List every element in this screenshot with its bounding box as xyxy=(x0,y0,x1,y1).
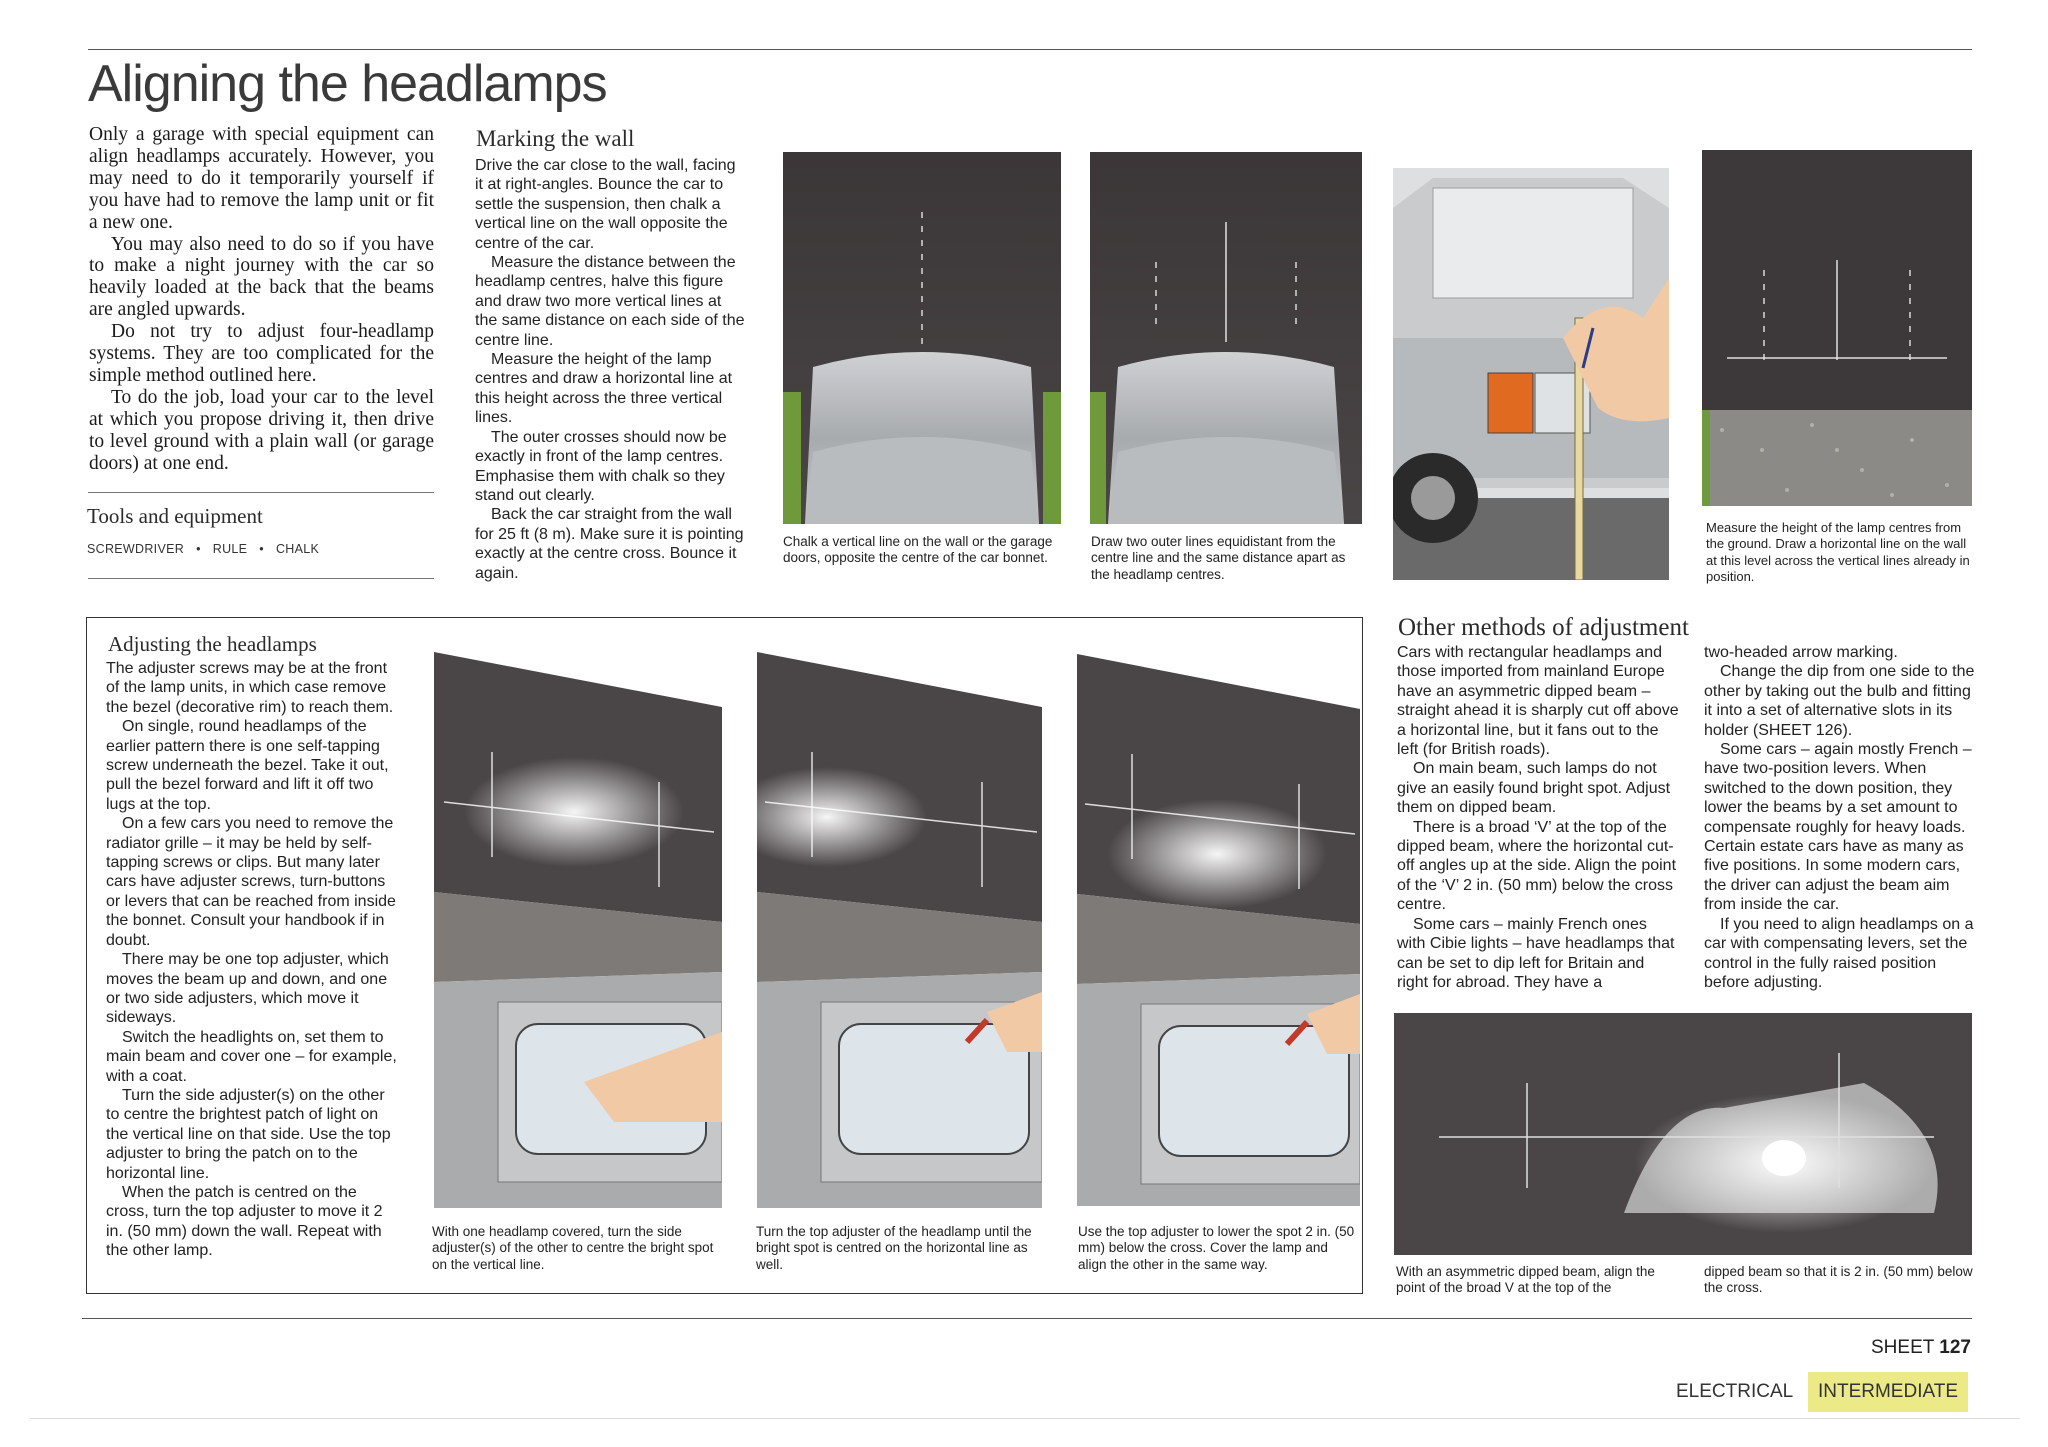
category-label: ELECTRICAL xyxy=(1676,1381,1794,1402)
caption-horizontal-line: Measure the height of the lamp centres from the ground. Draw a horizontal line on the wall at this level across the vertical lines already in position. xyxy=(1706,520,1970,585)
illustration-asymmetric-beam xyxy=(1394,1013,1972,1255)
sheet-number-value: 127 xyxy=(1939,1337,1971,1358)
marking-paragraph: Measure the height of the lamp centres and draw a horizontal line at this height across the three vertical lines. xyxy=(475,351,733,427)
marking-paragraph: Drive the car close to the wall, facing it at right-angles. Bounce the car to settle the suspension, then chalk a vertical line on the wall opposite the centre of the car. xyxy=(475,157,736,252)
caption-side-adjuster: With one headlamp covered, turn the side adjuster(s) of the other to centre the bright spot on the vertical line. xyxy=(432,1224,714,1272)
intro-paragraph: Do not try to adjust four-headlamp systems. They are too complicated for the simple method outlined here. xyxy=(89,321,434,386)
intro-text xyxy=(89,124,434,475)
other-paragraph: Change the dip from one side to the other by taking out the bulb and fitting it into a set of alternative slots in its holder (SHEET 126). xyxy=(1704,663,1975,739)
caption-outer-lines: Draw two outer lines equidistant from the centre line and the same distance apart as the headlamp centres. xyxy=(1091,534,1346,582)
illustration-centre-line xyxy=(783,152,1061,524)
other-paragraph: If you need to align headlamps on a car with compensating levers, set the control in the fully raised position before adjusting. xyxy=(1704,915,1974,991)
tool-item: SCREWDRIVER xyxy=(87,542,185,556)
separator: • xyxy=(259,542,264,556)
adjusting-paragraph: On a few cars you need to remove the radiator grille – it may be held by self-tapping screws or clips. But many later cars have adjuster screws, turn-buttons or levers that can be reached from inside the bonnet. Consult your handbook if in doubt. xyxy=(106,815,396,949)
other-paragraph: Cars with rectangular headlamps and those imported from mainland Europe have an asymmetric dipped beam – straight ahead it is sharply cut off above a horizontal line, but it fans out to the left (for British roads). xyxy=(1397,644,1679,759)
top-rule xyxy=(88,49,1972,50)
adjusting-paragraph: Turn the side adjuster(s) on the other to centre the brightest patch of light on the vertical line on that side. Use the top adjuster to bring the patch on to the horizontal line. xyxy=(106,1086,391,1182)
illustration-horizontal-line xyxy=(1702,150,1972,506)
other-text-col2 xyxy=(1704,643,1976,992)
other-paragraph: On main beam, such lamps do not give an easily found bright spot. Adjust them on dipped beam. xyxy=(1397,760,1671,817)
adjusting-heading: Adjusting the headlamps xyxy=(108,632,317,656)
illustration-top-adjuster xyxy=(757,652,1042,1208)
caption-lower-spot: Use the top adjuster to lower the spot 2 in. (50 mm) below the cross. Cover the lamp and align the other in the same way. xyxy=(1078,1224,1355,1272)
adjusting-paragraph: There may be one top adjuster, which moves the beam up and down, and one or two side adjusters, which move it sideways. xyxy=(106,951,389,1027)
illustration-outer-lines xyxy=(1090,152,1362,524)
page-edge-rule xyxy=(30,1418,2020,1419)
caption-asymmetric-left: With an asymmetric dipped beam, align the point of the broad V at the top of the xyxy=(1396,1264,1655,1296)
other-paragraph: Some cars – again mostly French – have two-position levers. When switched to the down position, they lower the beams by a set amount to compensate roughly for heavy loads. Certain estate cars have as many as five positions. In some modern cars, the driver can adjust the beam aim from inside the car. xyxy=(1704,741,1972,914)
marking-paragraph: The outer crosses should now be exactly in front of the lamp centres. Emphasise them with chalk so they stand out clearly. xyxy=(475,428,727,504)
marking-heading: Marking the wall xyxy=(476,126,635,151)
bottom-rule xyxy=(82,1318,1972,1319)
adjusting-paragraph: Switch the headlights on, set them to main beam and cover one – for example, with a coat. xyxy=(106,1028,397,1085)
other-text-col1 xyxy=(1397,643,1679,992)
other-heading: Other methods of adjustment xyxy=(1398,614,1689,641)
adjusting-text xyxy=(106,659,398,1261)
tools-list xyxy=(87,542,319,556)
intro-paragraph: You may also need to do so if you have to make a night journey with the car so heavily loaded at the back that the beams are angled upwards. xyxy=(89,233,434,321)
marking-paragraph: Back the car straight from the wall for 25 ft (8 m). Make sure it is pointing exactly at the centre cross. Bounce it again. xyxy=(475,506,744,582)
caption-top-adjuster: Turn the top adjuster of the headlamp until the bright spot is centred on the horizontal line as well. xyxy=(756,1224,1032,1272)
tools-top-rule xyxy=(88,492,434,493)
intro-paragraph: Only a garage with special equipment can align headlamps accurately. However, you may need to do it temporarily yourself if you have had to remove the lamp unit or fit a new one. xyxy=(89,124,434,233)
other-paragraph: Some cars – mainly French ones with Cibie lights – have headlamps that can be set to dip left for Britain and right for abroad. They have a xyxy=(1397,915,1675,991)
tools-bottom-rule xyxy=(88,578,434,579)
adjusting-paragraph: The adjuster screws may be at the front of the lamp units, in which case remove the bezel (decorative rim) to reach them. xyxy=(106,660,394,716)
page-title: Aligning the headlamps xyxy=(88,55,607,113)
caption-asymmetric-right: dipped beam so that it is 2 in. (50 mm) below the cross. xyxy=(1704,1264,1973,1296)
adjusting-paragraph: When the patch is centred on the cross, turn the top adjuster to move it 2 in. (50 mm) down the wall. Repeat with the other lamp. xyxy=(106,1183,383,1260)
sheet-label: SHEET xyxy=(1871,1337,1935,1358)
caption-centre-line: Chalk a vertical line on the wall or the garage doors, opposite the centre of the car bonnet. xyxy=(783,534,1053,566)
adjusting-paragraph: On single, round headlamps of the earlier pattern there is one self-tapping screw underneath the bezel. Take it out, pull the bezel forward and lift it off two lugs at the top. xyxy=(106,718,389,813)
marking-text xyxy=(475,156,747,583)
illustration-side-adjuster xyxy=(434,652,722,1208)
other-paragraph: two-headed arrow marking. xyxy=(1704,644,1898,661)
tool-item: RULE xyxy=(212,542,248,556)
intro-paragraph: To do the job, load your car to the level at which you propose driving it, then drive to level ground with a plain wall (or garage doors) at one end. xyxy=(89,386,434,474)
tool-item: CHALK xyxy=(275,542,320,556)
illustration-lower-spot xyxy=(1077,654,1360,1206)
tools-heading: Tools and equipment xyxy=(87,504,263,528)
separator: • xyxy=(196,542,201,556)
sheet-number xyxy=(1871,1337,1971,1359)
illustration-measure-height xyxy=(1393,168,1669,580)
marking-paragraph: Measure the distance between the headlamp centres, halve this figure and draw two more vertical lines at the same distance on each side of the centre line. xyxy=(475,254,745,349)
level-badge: INTERMEDIATE xyxy=(1808,1372,1968,1412)
other-paragraph: There is a broad ‘V’ at the top of the dipped beam, where the horizontal cut-off angles up at the side. Align the point of the ‘V’ 2 in. (50 mm) below the cross centre. xyxy=(1397,818,1677,914)
